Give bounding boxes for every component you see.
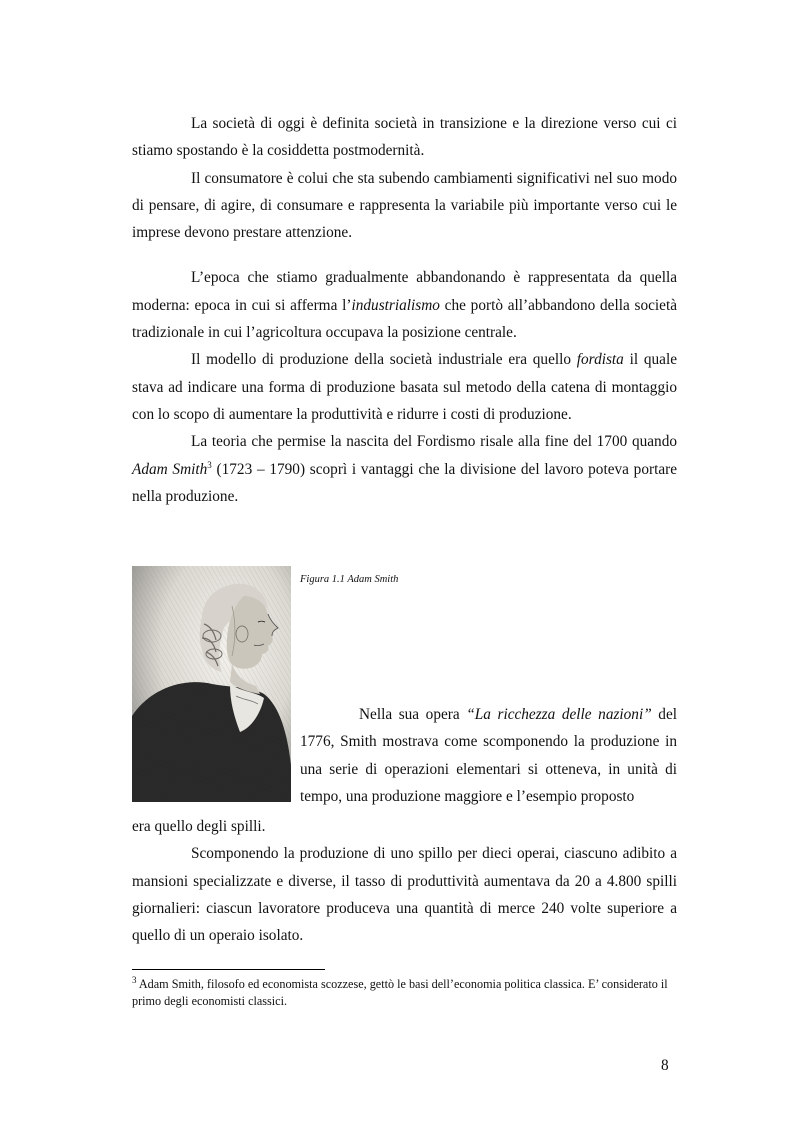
paragraph-4: [132, 346, 677, 428]
adam-smith-portrait: [132, 566, 291, 802]
paragraph-6-emphasis: “La ricchezza delle nazioni”: [466, 706, 652, 723]
paragraph-6-text-a: Nella sua opera: [359, 706, 467, 723]
figure-caption: Figura 1.1 Adam Smith: [300, 574, 399, 585]
footnote-divider: [132, 969, 325, 970]
body-text-bottom: [132, 813, 677, 949]
footnote-ref: 3: [207, 459, 212, 470]
paragraph-6: [300, 701, 677, 810]
paragraph-4-text-b: il quale stava ad indicare una forma di produzione basata sul metodo della catena di montaggio con lo scopo di aumentare la produttività e ridurre i costi di produzione.: [132, 351, 677, 423]
body-text-wrap: [300, 701, 677, 810]
paragraph-5: [132, 428, 677, 510]
paragraph-6-end: era quello degli spilli.: [132, 818, 266, 835]
paragraph-4-emphasis: fordista: [576, 351, 624, 369]
paragraph-3-text-a: L’epoca che stiamo gradualmente abbandonando è rappresentata da quella moderna: epoca in cui si afferma l’: [132, 269, 677, 314]
paragraph-2: Il consumatore è colui che sta subendo cambiamenti significativi nel suo modo di pensare, di agire, di consumare e rappresenta la variabile più importante verso cui le imprese devono prestare attenzione.: [132, 169, 677, 242]
paragraph-5-emphasis: Adam Smith: [132, 460, 208, 478]
footnote: [132, 976, 677, 1010]
paragraph-1: La società di oggi è definita società in transizione e la direzione verso cui ci stiamo spostando è la cosiddetta postmodernità.: [132, 115, 677, 160]
paragraph-5-text-a: La teoria che permise la nascita del Fordismo risale alla fine del 1700 quando: [191, 433, 677, 451]
footnote-number: 3: [132, 974, 137, 985]
paragraph-5-text-b: (1723 – 1790) scoprì i vantaggi che la divisione del lavoro poteva portare nella produzione.: [132, 460, 677, 505]
paragraph-3-emphasis: industrialismo: [351, 296, 440, 314]
paragraph-3: [132, 264, 677, 346]
paragraph-3-text-b: che portò all’abbandono della società tradizionale in cui l’agricoltura occupava la posizione centrale.: [132, 296, 677, 342]
paragraph-6-text-b: del 1776, Smith mostrava come scomponendo la produzione in una serie di operazioni elementari si otteneva, in unità di tempo, una produzione maggiore e l’esempio proposto: [300, 706, 677, 805]
body-text-top: [132, 110, 677, 510]
paragraph-4-text-a: Il modello di produzione della società industriale era quello: [191, 351, 577, 369]
page-number: 8: [661, 1057, 669, 1074]
paragraph-7: Scomponendo la produzione di uno spillo per dieci operai, ciascuno adibito a mansioni specializzate e diverse, il tasso di produttività aumentava da 20 a 4.800 spilli giornalieri: ciascun lavoratore produceva una quantità di merce 240 volte superiore a quello di un operaio isolato.: [132, 845, 677, 945]
footnote-text: Adam Smith, filosofo ed economista scozzese, gettò le basi dell’economia politica classica. E’ considerato il primo degli economisti classici.: [132, 977, 668, 1008]
